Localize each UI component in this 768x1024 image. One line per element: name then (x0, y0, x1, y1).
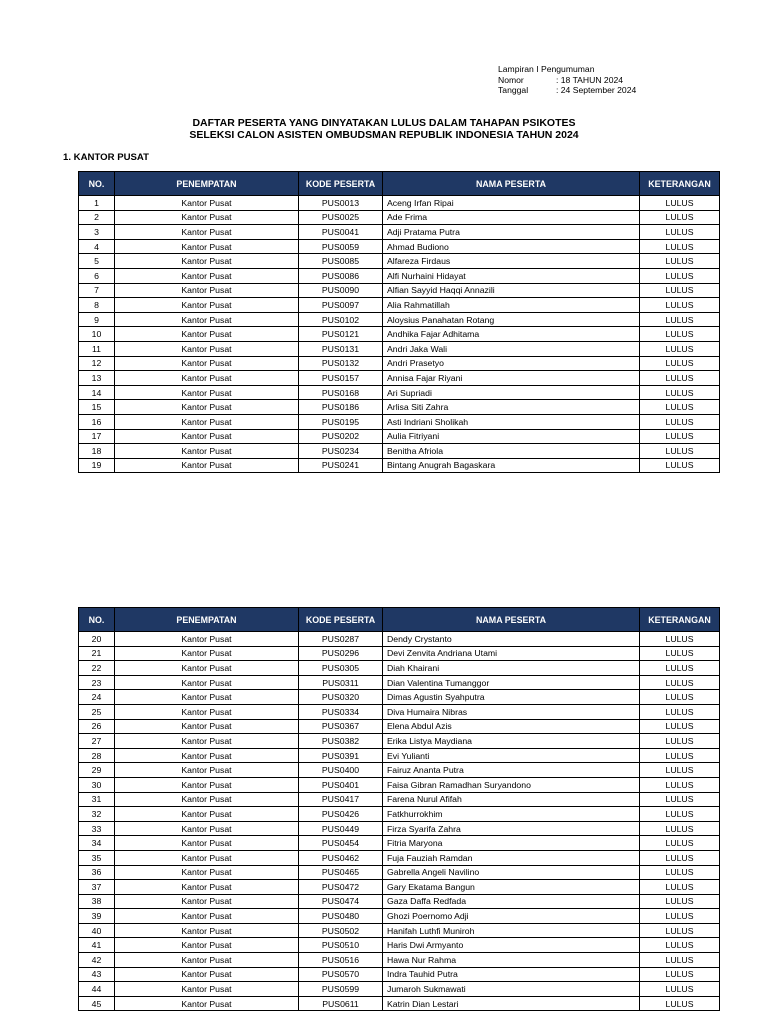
cell-penempatan: Kantor Pusat (115, 880, 299, 895)
table-row (79, 763, 720, 778)
tanggal-label: Tanggal (498, 85, 529, 95)
cell-keterangan: LULUS (640, 763, 720, 778)
cell-kode-peserta: PUS0502 (299, 923, 383, 938)
cell-kode-peserta: PUS0516 (299, 953, 383, 968)
cell-penempatan: Kantor Pusat (115, 923, 299, 938)
section-heading: 1. KANTOR PUSAT (63, 152, 149, 163)
cell-penempatan: Kantor Pusat (115, 719, 299, 734)
title-line-2: SELEKSI CALON ASISTEN OMBUDSMAN REPUBLIK INDONESIA TAHUN 2024 (189, 129, 579, 141)
cell-keterangan: LULUS (640, 865, 720, 880)
table-row (79, 777, 720, 792)
cell-keterangan: LULUS (640, 254, 720, 269)
cell-kode-peserta: PUS0417 (299, 792, 383, 807)
table-row (79, 850, 720, 865)
table-row (79, 967, 720, 982)
cell-nama-peserta: Alia Rahmatillah (383, 298, 640, 313)
cell-penempatan: Kantor Pusat (115, 938, 299, 953)
nomor-value: : 18 TAHUN 2024 (556, 74, 624, 85)
cell-penempatan: Kantor Pusat (115, 458, 299, 473)
table-row (79, 312, 720, 327)
cell-no: 25 (79, 704, 115, 719)
cell-keterangan: LULUS (640, 341, 720, 356)
cell-kode-peserta: PUS0102 (299, 312, 383, 327)
cell-nama-peserta: Faisa Gibran Ramadhan Suryandono (383, 777, 640, 792)
cell-kode-peserta: PUS0599 (299, 982, 383, 997)
cell-nama-peserta: Dendy Crystanto (383, 632, 640, 647)
cell-nama-peserta: Ari Supriadi (383, 385, 640, 400)
cell-keterangan: LULUS (640, 268, 720, 283)
cell-no: 11 (79, 341, 115, 356)
cell-nama-peserta: Erika Listya Maydiana (383, 734, 640, 749)
cell-keterangan: LULUS (640, 982, 720, 997)
cell-no: 45 (79, 996, 115, 1011)
table-row (79, 646, 720, 661)
cell-penempatan: Kantor Pusat (115, 909, 299, 924)
table-row (79, 807, 720, 822)
cell-no: 12 (79, 356, 115, 371)
cell-nama-peserta: Andri Prasetyo (383, 356, 640, 371)
cell-no: 13 (79, 371, 115, 386)
cell-keterangan: LULUS (640, 909, 720, 924)
cell-no: 22 (79, 661, 115, 676)
table-row (79, 880, 720, 895)
cell-nama-peserta: Gary Ekatama Bangun (383, 880, 640, 895)
cell-penempatan: Kantor Pusat (115, 690, 299, 705)
cell-kode-peserta: PUS0157 (299, 371, 383, 386)
cell-nama-peserta: Alfi Nurhaini Hidayat (383, 268, 640, 283)
cell-nama-peserta: Aceng Irfan Ripai (383, 196, 640, 211)
table-row (79, 748, 720, 763)
cell-penempatan: Kantor Pusat (115, 836, 299, 851)
cell-penempatan: Kantor Pusat (115, 704, 299, 719)
table-row (79, 254, 720, 269)
cell-kode-peserta: PUS0465 (299, 865, 383, 880)
table-row (79, 836, 720, 851)
cell-penempatan: Kantor Pusat (115, 283, 299, 298)
cell-nama-peserta: Asti Indriani Sholikah (383, 414, 640, 429)
cell-no: 2 (79, 210, 115, 225)
table-row (79, 734, 720, 749)
cell-keterangan: LULUS (640, 967, 720, 982)
table-row (79, 953, 720, 968)
cell-penempatan: Kantor Pusat (115, 356, 299, 371)
header-keterangan: KETERANGAN (640, 172, 720, 196)
cell-no: 8 (79, 298, 115, 313)
cell-no: 24 (79, 690, 115, 705)
cell-kode-peserta: PUS0234 (299, 444, 383, 459)
table-row (79, 996, 720, 1011)
nomor-row (498, 75, 636, 86)
cell-penempatan: Kantor Pusat (115, 298, 299, 313)
cell-kode-peserta: PUS0097 (299, 298, 383, 313)
cell-keterangan: LULUS (640, 400, 720, 415)
cell-kode-peserta: PUS0611 (299, 996, 383, 1011)
cell-penempatan: Kantor Pusat (115, 312, 299, 327)
cell-kode-peserta: PUS0085 (299, 254, 383, 269)
cell-nama-peserta: Alfareza Firdaus (383, 254, 640, 269)
cell-no: 32 (79, 807, 115, 822)
cell-nama-peserta: Diva Humaira Nibras (383, 704, 640, 719)
cell-nama-peserta: Fatkhurrokhim (383, 807, 640, 822)
lampiran-title: Lampiran I Pengumuman (498, 64, 595, 74)
table-row (79, 239, 720, 254)
cell-keterangan: LULUS (640, 661, 720, 676)
cell-penempatan: Kantor Pusat (115, 254, 299, 269)
cell-nama-peserta: Hanifah Luthfi Muniroh (383, 923, 640, 938)
table-row (79, 225, 720, 240)
cell-penempatan: Kantor Pusat (115, 850, 299, 865)
cell-keterangan: LULUS (640, 414, 720, 429)
header-kode-peserta: KODE PESERTA (299, 608, 383, 632)
cell-kode-peserta: PUS0305 (299, 661, 383, 676)
table-row (79, 444, 720, 459)
cell-nama-peserta: Indra Tauhid Putra (383, 967, 640, 982)
header-penempatan: PENEMPATAN (115, 608, 299, 632)
cell-nama-peserta: Bintang Anugrah Bagaskara (383, 458, 640, 473)
table-row (79, 414, 720, 429)
cell-no: 7 (79, 283, 115, 298)
cell-keterangan: LULUS (640, 996, 720, 1011)
cell-nama-peserta: Andhika Fajar Adhitama (383, 327, 640, 342)
cell-nama-peserta: Alfian Sayyid Haqqi Annazili (383, 283, 640, 298)
cell-keterangan: LULUS (640, 371, 720, 386)
cell-penempatan: Kantor Pusat (115, 821, 299, 836)
cell-penempatan: Kantor Pusat (115, 748, 299, 763)
cell-keterangan: LULUS (640, 196, 720, 211)
title-line-1: DAFTAR PESERTA YANG DINYATAKAN LULUS DALAM TAHAPAN PSIKOTES (192, 117, 576, 129)
cell-no: 5 (79, 254, 115, 269)
header-keterangan: KETERANGAN (640, 608, 720, 632)
cell-nama-peserta: Diah Khairani (383, 661, 640, 676)
cell-no: 35 (79, 850, 115, 865)
cell-nama-peserta: Evi Yulianti (383, 748, 640, 763)
cell-keterangan: LULUS (640, 312, 720, 327)
cell-penempatan: Kantor Pusat (115, 675, 299, 690)
cell-no: 44 (79, 982, 115, 997)
cell-penempatan: Kantor Pusat (115, 953, 299, 968)
cell-no: 19 (79, 458, 115, 473)
table-row (79, 661, 720, 676)
cell-kode-peserta: PUS0186 (299, 400, 383, 415)
cell-nama-peserta: Aloysius Panahatan Rotang (383, 312, 640, 327)
cell-nama-peserta: Andri Jaka Wali (383, 341, 640, 356)
cell-kode-peserta: PUS0480 (299, 909, 383, 924)
cell-no: 37 (79, 880, 115, 895)
cell-penempatan: Kantor Pusat (115, 429, 299, 444)
table-row (79, 982, 720, 997)
cell-keterangan: LULUS (640, 836, 720, 851)
cell-nama-peserta: Adji Pratama Putra (383, 225, 640, 240)
table-row (79, 632, 720, 647)
cell-kode-peserta: PUS0391 (299, 748, 383, 763)
cell-nama-peserta: Arlisa Siti Zahra (383, 400, 640, 415)
cell-kode-peserta: PUS0131 (299, 341, 383, 356)
table-row (79, 385, 720, 400)
cell-no: 34 (79, 836, 115, 851)
table-row (79, 283, 720, 298)
table-row (79, 371, 720, 386)
cell-keterangan: LULUS (640, 923, 720, 938)
cell-penempatan: Kantor Pusat (115, 632, 299, 647)
cell-kode-peserta: PUS0168 (299, 385, 383, 400)
cell-keterangan: LULUS (640, 821, 720, 836)
cell-keterangan: LULUS (640, 239, 720, 254)
cell-kode-peserta: PUS0510 (299, 938, 383, 953)
cell-no: 38 (79, 894, 115, 909)
cell-penempatan: Kantor Pusat (115, 661, 299, 676)
cell-penempatan: Kantor Pusat (115, 865, 299, 880)
cell-nama-peserta: Fitria Maryona (383, 836, 640, 851)
cell-keterangan: LULUS (640, 938, 720, 953)
cell-keterangan: LULUS (640, 850, 720, 865)
header-no: NO. (79, 172, 115, 196)
cell-no: 18 (79, 444, 115, 459)
cell-penempatan: Kantor Pusat (115, 341, 299, 356)
cell-nama-peserta: Fuja Fauziah Ramdan (383, 850, 640, 865)
table-row (79, 356, 720, 371)
table-header-row (79, 172, 720, 196)
table-row (79, 792, 720, 807)
cell-kode-peserta: PUS0287 (299, 632, 383, 647)
table-row (79, 894, 720, 909)
participants-table-1 (78, 171, 720, 473)
header-no: NO. (79, 608, 115, 632)
cell-nama-peserta: Elena Abdul Azis (383, 719, 640, 734)
cell-no: 1 (79, 196, 115, 211)
cell-nama-peserta: Firza Syarifa Zahra (383, 821, 640, 836)
cell-no: 40 (79, 923, 115, 938)
participants-table-2 (78, 607, 720, 1011)
cell-no: 31 (79, 792, 115, 807)
cell-keterangan: LULUS (640, 777, 720, 792)
cell-keterangan: LULUS (640, 429, 720, 444)
cell-no: 23 (79, 675, 115, 690)
cell-penempatan: Kantor Pusat (115, 327, 299, 342)
header-kode-peserta: KODE PESERTA (299, 172, 383, 196)
cell-keterangan: LULUS (640, 225, 720, 240)
cell-nama-peserta: Dian Valentina Tumanggor (383, 675, 640, 690)
cell-kode-peserta: PUS0195 (299, 414, 383, 429)
lampiran-block (498, 64, 636, 96)
table-row (79, 865, 720, 880)
cell-no: 43 (79, 967, 115, 982)
cell-penempatan: Kantor Pusat (115, 444, 299, 459)
cell-keterangan: LULUS (640, 327, 720, 342)
tanggal-row (498, 85, 636, 96)
cell-kode-peserta: PUS0570 (299, 967, 383, 982)
cell-nama-peserta: Katrin Dian Lestari (383, 996, 640, 1011)
cell-keterangan: LULUS (640, 953, 720, 968)
cell-no: 15 (79, 400, 115, 415)
cell-kode-peserta: PUS0041 (299, 225, 383, 240)
cell-penempatan: Kantor Pusat (115, 894, 299, 909)
cell-kode-peserta: PUS0025 (299, 210, 383, 225)
table-row (79, 909, 720, 924)
cell-keterangan: LULUS (640, 792, 720, 807)
table-row (79, 196, 720, 211)
cell-keterangan: LULUS (640, 458, 720, 473)
cell-no: 14 (79, 385, 115, 400)
cell-no: 41 (79, 938, 115, 953)
cell-penempatan: Kantor Pusat (115, 982, 299, 997)
table-row (79, 704, 720, 719)
cell-keterangan: LULUS (640, 298, 720, 313)
cell-keterangan: LULUS (640, 894, 720, 909)
cell-kode-peserta: PUS0462 (299, 850, 383, 865)
cell-penempatan: Kantor Pusat (115, 414, 299, 429)
cell-kode-peserta: PUS0241 (299, 458, 383, 473)
cell-no: 26 (79, 719, 115, 734)
table-row (79, 719, 720, 734)
cell-no: 6 (79, 268, 115, 283)
table-row (79, 327, 720, 342)
table-row (79, 675, 720, 690)
cell-kode-peserta: PUS0472 (299, 880, 383, 895)
cell-kode-peserta: PUS0059 (299, 239, 383, 254)
cell-no: 16 (79, 414, 115, 429)
cell-keterangan: LULUS (640, 675, 720, 690)
cell-penempatan: Kantor Pusat (115, 646, 299, 661)
cell-nama-peserta: Gaza Daffa Redfada (383, 894, 640, 909)
cell-kode-peserta: PUS0454 (299, 836, 383, 851)
cell-kode-peserta: PUS0426 (299, 807, 383, 822)
cell-no: 21 (79, 646, 115, 661)
cell-keterangan: LULUS (640, 210, 720, 225)
cell-penempatan: Kantor Pusat (115, 400, 299, 415)
cell-penempatan: Kantor Pusat (115, 239, 299, 254)
table-row (79, 341, 720, 356)
cell-nama-peserta: Farena Nurul Afifah (383, 792, 640, 807)
cell-penempatan: Kantor Pusat (115, 371, 299, 386)
header-nama-peserta: NAMA PESERTA (383, 172, 640, 196)
table-header-row (79, 608, 720, 632)
cell-kode-peserta: PUS0202 (299, 429, 383, 444)
cell-penempatan: Kantor Pusat (115, 225, 299, 240)
cell-no: 29 (79, 763, 115, 778)
cell-no: 10 (79, 327, 115, 342)
cell-penempatan: Kantor Pusat (115, 210, 299, 225)
table-row (79, 298, 720, 313)
cell-nama-peserta: Haris Dwi Armyanto (383, 938, 640, 953)
cell-kode-peserta: PUS0400 (299, 763, 383, 778)
cell-nama-peserta: Dimas Agustin Syahputra (383, 690, 640, 705)
cell-keterangan: LULUS (640, 385, 720, 400)
table-row (79, 938, 720, 953)
cell-penempatan: Kantor Pusat (115, 763, 299, 778)
cell-keterangan: LULUS (640, 748, 720, 763)
cell-nama-peserta: Ghozi Poernomo Adji (383, 909, 640, 924)
table-row (79, 268, 720, 283)
table-row (79, 210, 720, 225)
cell-kode-peserta: PUS0367 (299, 719, 383, 734)
cell-keterangan: LULUS (640, 444, 720, 459)
cell-keterangan: LULUS (640, 283, 720, 298)
header-nama-peserta: NAMA PESERTA (383, 608, 640, 632)
cell-no: 20 (79, 632, 115, 647)
cell-penempatan: Kantor Pusat (115, 196, 299, 211)
cell-nama-peserta: Annisa Fajar Riyani (383, 371, 640, 386)
cell-penempatan: Kantor Pusat (115, 734, 299, 749)
cell-no: 3 (79, 225, 115, 240)
cell-penempatan: Kantor Pusat (115, 792, 299, 807)
cell-no: 28 (79, 748, 115, 763)
cell-keterangan: LULUS (640, 704, 720, 719)
cell-penempatan: Kantor Pusat (115, 996, 299, 1011)
cell-nama-peserta: Ade Frima (383, 210, 640, 225)
header-penempatan: PENEMPATAN (115, 172, 299, 196)
cell-kode-peserta: PUS0474 (299, 894, 383, 909)
cell-keterangan: LULUS (640, 690, 720, 705)
cell-penempatan: Kantor Pusat (115, 268, 299, 283)
table-row (79, 690, 720, 705)
cell-penempatan: Kantor Pusat (115, 807, 299, 822)
cell-kode-peserta: PUS0013 (299, 196, 383, 211)
cell-no: 33 (79, 821, 115, 836)
cell-kode-peserta: PUS0121 (299, 327, 383, 342)
cell-nama-peserta: Ahmad Budiono (383, 239, 640, 254)
cell-penempatan: Kantor Pusat (115, 967, 299, 982)
cell-penempatan: Kantor Pusat (115, 385, 299, 400)
cell-kode-peserta: PUS0132 (299, 356, 383, 371)
cell-kode-peserta: PUS0311 (299, 675, 383, 690)
cell-keterangan: LULUS (640, 646, 720, 661)
table-row (79, 400, 720, 415)
cell-kode-peserta: PUS0401 (299, 777, 383, 792)
cell-no: 27 (79, 734, 115, 749)
cell-keterangan: LULUS (640, 632, 720, 647)
cell-kode-peserta: PUS0449 (299, 821, 383, 836)
cell-kode-peserta: PUS0382 (299, 734, 383, 749)
cell-kode-peserta: PUS0320 (299, 690, 383, 705)
cell-nama-peserta: Jumaroh Sukmawati (383, 982, 640, 997)
cell-kode-peserta: PUS0334 (299, 704, 383, 719)
cell-no: 30 (79, 777, 115, 792)
cell-nama-peserta: Gabrella Angeli Navilino (383, 865, 640, 880)
cell-keterangan: LULUS (640, 880, 720, 895)
cell-no: 4 (79, 239, 115, 254)
cell-keterangan: LULUS (640, 734, 720, 749)
cell-kode-peserta: PUS0086 (299, 268, 383, 283)
cell-nama-peserta: Devi Zenvita Andriana Utami (383, 646, 640, 661)
tanggal-value: : 24 September 2024 (556, 85, 637, 95)
cell-kode-peserta: PUS0296 (299, 646, 383, 661)
cell-no: 42 (79, 953, 115, 968)
table-row (79, 458, 720, 473)
cell-nama-peserta: Fairuz Ananta Putra (383, 763, 640, 778)
cell-keterangan: LULUS (640, 356, 720, 371)
table-row (79, 429, 720, 444)
cell-no: 17 (79, 429, 115, 444)
cell-no: 9 (79, 312, 115, 327)
cell-kode-peserta: PUS0090 (299, 283, 383, 298)
document-title (0, 117, 768, 141)
cell-nama-peserta: Benitha Afriola (383, 444, 640, 459)
table-row (79, 821, 720, 836)
cell-penempatan: Kantor Pusat (115, 777, 299, 792)
table-row (79, 923, 720, 938)
cell-no: 36 (79, 865, 115, 880)
cell-keterangan: LULUS (640, 807, 720, 822)
cell-no: 39 (79, 909, 115, 924)
cell-keterangan: LULUS (640, 719, 720, 734)
cell-nama-peserta: Hawa Nur Rahma (383, 953, 640, 968)
nomor-label: Nomor (498, 74, 524, 85)
cell-nama-peserta: Aulia Fitriyani (383, 429, 640, 444)
